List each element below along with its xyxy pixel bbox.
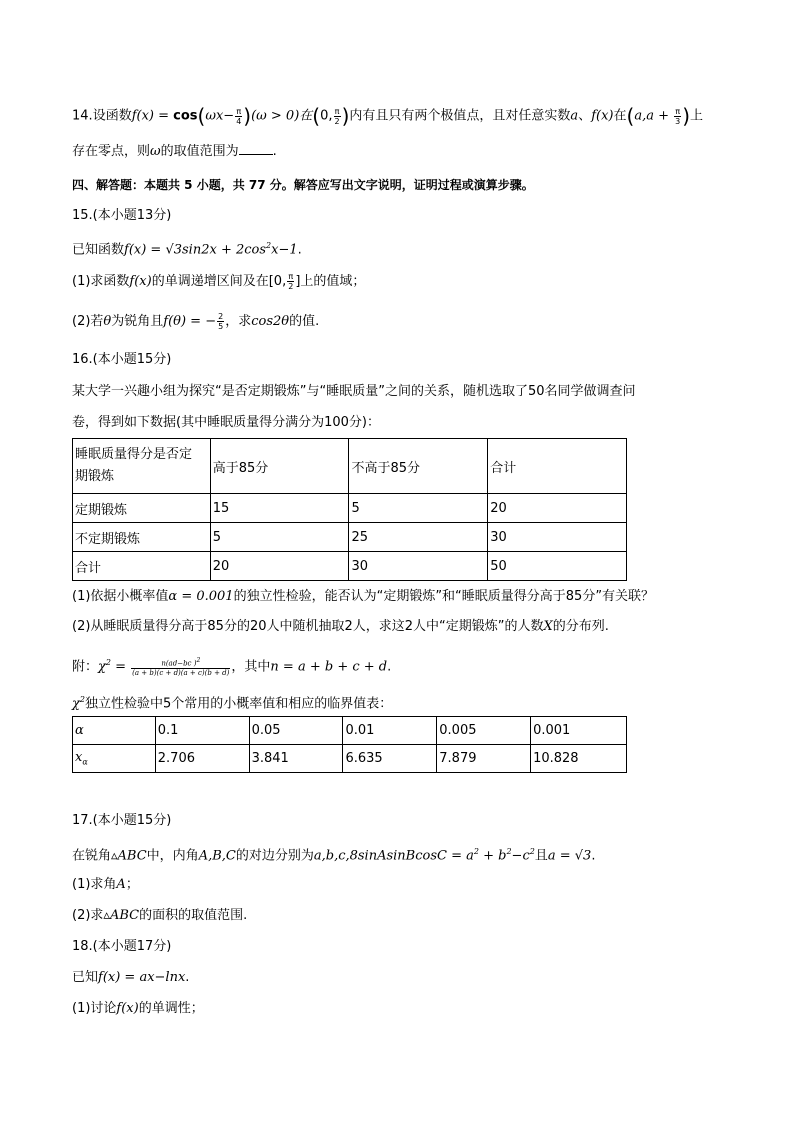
q17-text: 在锐角▵ABC中，内角A,B,C的对边分别为a,b,c,8sinAsinBcosC = $a^2 + b^2-c^2$且a = √3. [72,847,596,864]
q17-part1: (1)求角A； [72,877,139,892]
survey-table [72,438,627,581]
fraction-pi-3: $\frac{\pi}{3}$ [675,106,681,126]
q16-critical-text: $\chi^2$独立性检验中5个常用的小概率值和相应的临界值表： [72,695,393,712]
q16-text1: 某大学一兴趣小组为探究“是否定期锻炼”与“睡眠质量”之间的关系，随机选取了50名同学做调查问 [72,384,636,399]
critical-value-table [72,716,627,773]
q15-heading: 15.(本小题13分) [72,208,172,223]
q18-given: 已知f(x) = ax−lnx. [72,970,190,985]
table-header-cell: 不高于85分 [349,439,488,494]
question-number: 14. [72,108,93,124]
q15-part1: (1)求函数f(x)的单调递增区间及在[0, $\frac{\pi}{2}$ ]上的值域； [72,272,366,291]
q17-heading: 17.(本小题15分) [72,813,172,828]
table-row: $x_\alpha$ 2.706 3.841 6.635 7.879 10.828 [73,745,627,773]
table-header-cell: 高于85分 [210,439,349,494]
fraction-pi-2: $\frac{\pi}{2}$ [334,106,340,126]
q18-part1: (1)讨论f(x)的单调性； [72,1001,204,1016]
answer-blank[interactable] [239,142,273,155]
table-row: 合计 20 30 50 [73,552,627,581]
q16-text2: 卷，得到如下数据(其中睡眠质量得分满分为100分)： [72,415,380,430]
q18-heading: 18.(本小题17分) [72,939,172,954]
q17-part2: (2)求▵ABC的面积的取值范围. [72,908,248,923]
table-row: α 0.1 0.05 0.01 0.005 0.001 [73,717,627,745]
section-heading: 四、解答题：本题共 5 小题，共 77 分。解答应写出文字说明，证明过程或演算步骤。 [72,178,534,192]
table-header-row [73,439,627,494]
table-row: 不定期锻炼 5 25 30 [73,523,627,552]
q14-line2: 存在零点，则ω的取值范围为 . [72,144,277,159]
q15-part2: (2)若θ为锐角且f(θ) = − $\frac{2}{5}$ ，求cos2θ的值. [72,312,320,331]
table-header-cell: 合计 [488,439,627,494]
q16-formula: 附：$\chi^2$ = $\frac{n(ad-bc )^2}{(a + b)(c + d)(a + c)(b + d)}$ ，其中n = a + b + c + d. [72,656,392,677]
q16-part2: (2)从睡眠质量得分高于85分的20人中随机抽取2人，求这2人中“定期锻炼”的人数X的分布列. [72,619,609,634]
table-corner-cell: 睡眠质量得分是否定 期锻炼 [73,439,211,494]
q16-heading: 16.(本小题15分) [72,352,172,367]
fraction-pi-4: $\frac{\pi}{4}$ [236,106,242,126]
q15-given: 已知函数$f(x) = √3\sin 2x + 2\cos^2x-1$. [72,241,302,258]
table-row: 定期锻炼 15 5 20 [73,494,627,523]
q14-line1: 14.设函数f(x) = cos(ωx− $\frac{\pi}{4}$ )(ω > 0)在(0, $\frac{\pi}{2}$ )内有且只有两个极值点，且对任意实数a、f(x)在(a,a + $\frac{\pi}{3}$ )上 [72,104,704,128]
q16-part1: (1)依据小概率值α = 0.001的独立性检验，能否认为“定期锻炼”和“睡眠质量得分高于85分”有关联？ [72,589,655,604]
